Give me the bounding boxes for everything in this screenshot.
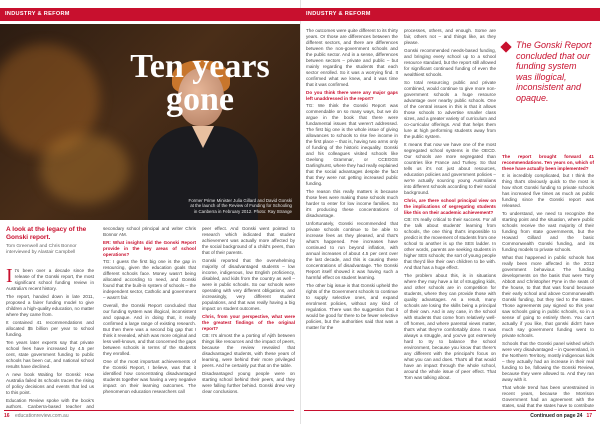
article-headline: Ten years gone bbox=[130, 48, 270, 118]
drop-cap: I bbox=[6, 268, 13, 287]
left-column-2 bbox=[103, 226, 196, 410]
paragraph: The problem about this, is in situations where they may have a lot of struggling kids, and other schools are in competition for students, where they can provide those with quality advantages. As a result, many schools are losing the skills being a principal of their own. And in any case, in the school with students that come from relatively well-off homes, and where parental views matter, that's what they're comfortably done. It was always a struggle, and you've got extremely hard to try to balance the school environment, because you know that there's any different with the principal's focus on what you can and does. That's all that would have an impact through the whole school, around the whole issue of peer effect. That Tom was talking about. bbox=[404, 273, 496, 380]
continued-link[interactable]: Continued on page 24 bbox=[530, 413, 583, 419]
paragraph: That whole trend has been unrestrained in recent years, because the Morrison Government had an agreement with the states, said that the states have to contribute bbox=[502, 385, 594, 408]
paragraph: Unfortunately, Gonski recommended that private schools continue to be able to increase fees as they pleased, and that's what's happened. Fee increases have continued to run beyond inflation, with annual increases of about 4.5 per cent over the last decade, and this is causing these concentrations of disadvantage. The Gonski Report itself showed it was having such a harmful effect on student learning. bbox=[306, 221, 398, 280]
paragraph: A new book Waiting for Gonski: How Australia failed its schools traces the rising of policy decisions and events that led us to this point. bbox=[6, 372, 94, 395]
paragraph: secondary school principal and writer Chris Bonnor AM. bbox=[103, 226, 196, 237]
paragraph: What that happened in public schools has really been more affected in the 2012 government behaviour. The funding developments on the basis that were Tony Abbott and Christopher Pyne in the seats of the house, to that that was found because their early school and above Commonwealth Gonski funding, but they tied to the states. Those agreements pay signed so this year saw schools going in public schools, so in a sense of going to entirely them. You can't actually if you like, that gonski didn't have much say government funding went to private schools. bbox=[502, 255, 594, 338]
paragraph: Gonski reported that the overwhelming majority of disadvantaged students – low income, indigenous, low English proficiency, disabled, and kids from the country as well – were in public schools. So our schools were operating with very different obligations, and increasingly, very different student populations, and that was really having a big impact on student outcomes. bbox=[202, 258, 295, 311]
paragraph: The reason this really matters is because those fees were making those schools much harder to enter for low income families. So it's producing these concentrations of disadvantage. bbox=[306, 189, 398, 218]
photo-caption: Former Prime Minister Julia Gillard and David Gonski at the launch of the Review of Funding for Schooling in Canberra in February 2012. Photo: Ray Strange bbox=[188, 197, 292, 214]
paragraph: Education Review spoke with the book's authors, Canberra-based teacher and bbox=[6, 398, 94, 408]
paragraph: CB: It's really critical to their success. For all the talk about students' learning from schools, the one thing that's impossible to predict is the movement of students from one school to another is up the SES ladder. In other words, parents are seeking students in higher SES schools; the sort of young people that they'd like their own children to be with. And that has a huge effect. bbox=[404, 217, 496, 270]
pull-quote bbox=[502, 40, 592, 103]
paragraph: Schools that the Gonski panel wished which were very disadvantaged – in Queensland, in the Northern Territory, mostly indigenous kids – they actually had an increase in their real funding to be, following the Gonski Review, because they were allowed to. And they ran away with it. bbox=[502, 341, 594, 382]
interview-question: ER: What insights did the Gonski Report provide in the key areas of school operations? bbox=[103, 240, 196, 257]
paragraph: The outcomes were quite different to its thirty years. Or those are differences between the different sectors, and there are differences between the non-government schools and the public sector. And in a sense, differences between sectors – private and public – but mainly regarding the students that each sector enrolled. So it was a worrying find. It confirmed what we knew, and it was time that it was confirmed. bbox=[306, 28, 398, 87]
pull-quote-text: The Gonski Report concluded that our funding system was illogical, inconsistent and opaque. bbox=[516, 40, 592, 103]
right-column-2 bbox=[404, 28, 496, 410]
paragraph: TG: We think the Gonski Report was commendable on so many ways, but we do argue in the book that there were fundamental issues that weren't addressed. The first big one is the whole issue of giving allowances to schools to rise fee income in the first place – that is, having two arms only of funding of the historic inequality. Gonski and his colleagues visited schools like Geelong Grammar, or CCEGGS Darlinghurst, where they had really explained that the social advantages despite the fact that they were not getting increased public funding. bbox=[306, 103, 398, 186]
interview-question: Chris, are there school principal view on the implications of segregating students like this on their academic achievement? bbox=[404, 198, 496, 215]
paragraph: t's been over a decade since the release of the Gonski report, the most significant school funding review in Australia's recent history. bbox=[6, 268, 94, 291]
interview-question: Chris, from your perspective, what were the greatest findings of the original report? bbox=[202, 314, 295, 331]
article-byline: Tom Greenwell and Chris Bonnor interviewed by Alastair Campbell bbox=[6, 244, 77, 255]
right-column-1 bbox=[306, 28, 398, 410]
paragraph: processes, others, and enough. Some are fair, others not – and things like, as they please. bbox=[404, 28, 496, 45]
diamond-icon bbox=[500, 41, 511, 52]
page-number-left: 16 bbox=[4, 413, 10, 419]
right-column-3 bbox=[502, 152, 594, 408]
paragraph: CB: It's almost the a porting of Ajith between things like resources and the impact of peers, because the review revealed that disadvantaged students, with these years of learning, were behind their more privileged peers. And he certainly put that on the table. bbox=[202, 333, 295, 368]
paragraph: The report, handed down in late 2011, proposed a fairer funding model to give children a high-quality education, no matter where they came from. bbox=[6, 294, 94, 317]
page-number-right: 17 bbox=[586, 413, 592, 419]
hero-photo bbox=[0, 24, 300, 220]
paragraph: Ten years later experts say that private school fees have increased by 4.5 per cent, state government funding to public schools has been cut, and national school results have declined. bbox=[6, 340, 94, 369]
paragraph: Gonski recommended needs-based funding, and bringing every school up to a school resource standard, but the report still allowed for significant continued funding of even the wealthiest schools. bbox=[404, 48, 496, 77]
article-standfirst: A look at the legacy of the Gonski report. bbox=[6, 226, 87, 241]
left-column-1 bbox=[6, 268, 94, 408]
paragraph: Disadvantaged young people were on starting school behind their peers, and they were falling further behind. Gonski drew very clear conclusions. bbox=[202, 371, 295, 394]
interview-question: The report brought forward 41 recommendations. Ten years on, which of these have actually been implemented? bbox=[502, 154, 594, 171]
section-label-left: INDUSTRY & REFORM bbox=[5, 11, 70, 17]
paragraph: It means that now we have one of the most segregated school systems in the OECD. Our schools are more segregated than countries like France and Turkey. So that tells us it's not just about resources, education policies and government policies – we're actually sourcing young Australians into different schools according to their social background. bbox=[404, 142, 496, 195]
publication-url: educationreview.com.au bbox=[14, 413, 69, 419]
footer-left bbox=[4, 410, 294, 423]
paragraph: peer effect. And Gonski went pointed to research which indicated that student achievement was actually more affected by the social background of a child's peers, than that of their parents. bbox=[202, 226, 295, 255]
footer-right bbox=[304, 410, 596, 423]
paragraph: TG: I guess the first big one is the gap in resourcing, given the education goals that different schools face. Money wasn't being allocated according to need, and Gonski found that the built-in system of schools – the independent sector, Catholic and government – wasn't fair. bbox=[103, 259, 196, 300]
paragraph: To understand, we need to recognize the starting point and the situation, where public schools receive the vast majority of their funding from state governments, but the Howard Gillard and the basic Commonwealth Gonski funding, and its funding models to private schools. bbox=[502, 211, 594, 252]
left-column-3 bbox=[202, 226, 295, 410]
section-label-right: INDUSTRY & REFORM bbox=[306, 11, 371, 17]
paragraph: One of the most important achievements of the Gonski Report, I believe, was that it identified how concentrating disadvantaged students together was having a very negative impact on their learning outcomes. The phenomenon education researchers call bbox=[103, 359, 196, 394]
paragraph: It is incredibly complicated, but I think the thing that's obviously quick to the most is how short Gonski funding to private schools has increased five times as much as public funding since the Gonski report was released. bbox=[502, 173, 594, 208]
paragraph: It contained 41 recommendations and allocated $5 billion per year to school funding. bbox=[6, 320, 94, 337]
interview-question: Do you think there were any major gaps left unaddressed in the report? bbox=[306, 90, 398, 101]
paragraph: The other big issue is that Gonski upheld the rights of the Government schools to continue to supply selective ones, and expand enrolment policies, without any kind of regulation. There was the suggestion that it would be good for there to be fewer selective policies, but the authorities said that was a matter for the bbox=[306, 283, 398, 330]
paragraph: So total resourcing public and private combined, would continue to give more non-government schools a huge resource advantage over nearby public schools. One of the central issues in this is that it allows those schools to advertise smaller class sizes, and a greater variety of curriculum and co-curricular offerings. And that helps them lure at high performing students away from the public system. bbox=[404, 80, 496, 139]
section-header-left bbox=[0, 8, 300, 21]
section-header-right bbox=[300, 8, 600, 21]
paragraph: Overall, the Gonski Report concluded that our funding system was illogical, inconsistent and opaque. And in doing that, it really confirmed a large range of existing research. But then there was a second big gap that I think it revealed, which was more original and less well-known, and that concerned the gaps between schools in terms of the students they enrolled. bbox=[103, 303, 196, 356]
